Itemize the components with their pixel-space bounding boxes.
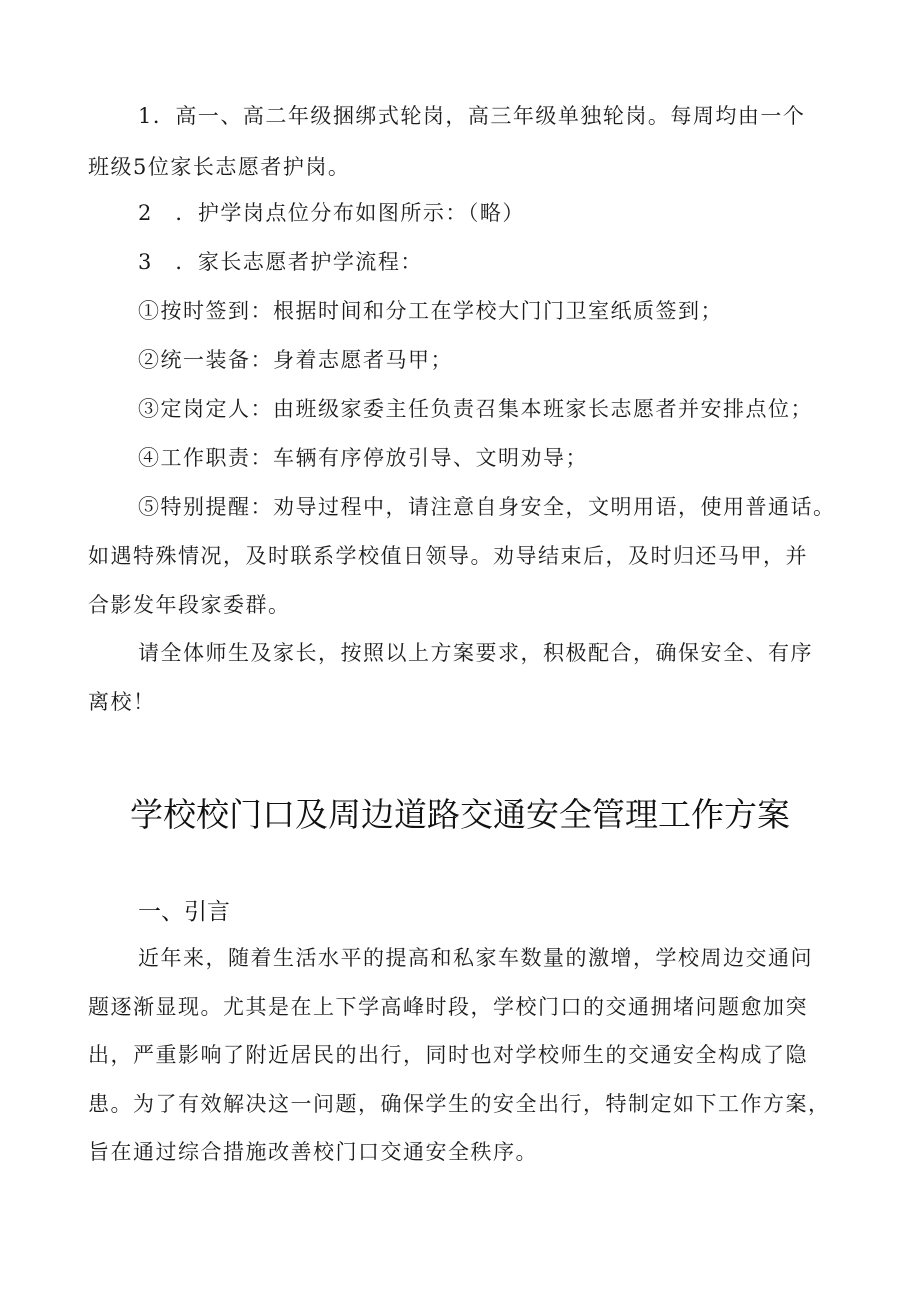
step5-text-line3: 合影发年段家委群。 [88, 593, 291, 617]
intro-paragraph-line4: 患。为了有效解决这一问题，确保学生的安全出行，特制定如下工作方案， [88, 1092, 831, 1116]
intro-paragraph-line5: 旨在通过综合措施改善校门口交通安全秩序。 [88, 1140, 538, 1164]
step5-text-line2: 如遇特殊情况，及时联系学校值日领导。劝导结束后，及时归还马甲，并 [88, 544, 808, 568]
step5-text-line1: ⑤特别提醒：劝导过程中，请注意自身安全，文明用语，使用普通话。 [138, 495, 836, 519]
intro-paragraph-line1: 近年来，随着生活水平的提高和私家车数量的激增，学校周边交通问 [138, 946, 813, 970]
step2-text: ②统一装备：身着志愿者马甲； [138, 348, 453, 372]
step3-text: ③定岗定人：由班级家委主任负责召集本班家长志愿者并安排点位； [138, 397, 813, 421]
document-title: 学校校门口及周边道路交通安全管理工作方案 [130, 795, 790, 834]
item2-text: 2 ．护学岗点位分布如图所示：（略） [138, 201, 525, 225]
item1-text-line2: 班级5位家长志愿者护岗。 [88, 155, 351, 179]
item1-text-line1: 1．高一、高二年级捆绑式轮岗，高三年级单独轮岗。每周均由一个 [138, 104, 806, 128]
intro-paragraph-line2: 题逐渐显现。尤其是在上下学高峰时段，学校门口的交通拥堵问题愈加突 [88, 995, 808, 1019]
intro-heading: 一、引言 [138, 899, 230, 925]
closing-text-line2: 离校！ [88, 690, 156, 714]
step4-text: ④工作职责：车辆有序停放引导、文明劝导； [138, 446, 588, 470]
step1-text: ①按时签到：根据时间和分工在学校大门门卫室纸质签到； [138, 299, 723, 323]
item3-text: 3 ．家长志愿者护学流程： [138, 250, 423, 274]
intro-paragraph-line3: 出，严重影响了附近居民的出行，同时也对学校师生的交通安全构成了隐 [88, 1043, 808, 1067]
closing-text-line1: 请全体师生及家长，按照以上方案要求，积极配合，确保安全、有序 [138, 641, 813, 665]
